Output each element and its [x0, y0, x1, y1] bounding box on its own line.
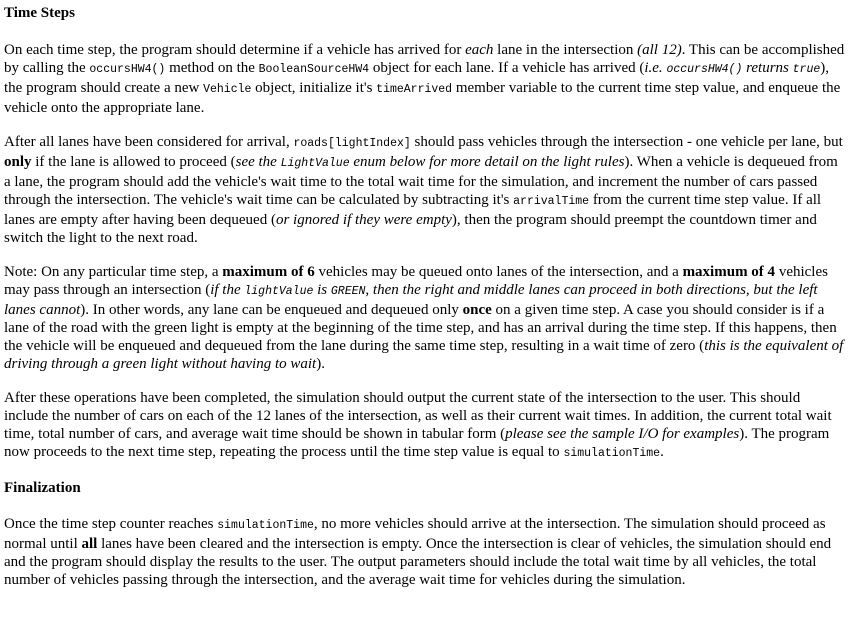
text: Once the time step counter reaches [4, 516, 218, 532]
text: . This can be accomplished by calling the [4, 42, 845, 76]
code-arrival-time: arrivalTime [513, 195, 590, 208]
code-true: true [792, 63, 821, 76]
text: Note: On any particular time step, a [4, 264, 223, 280]
code-roads-light-index: roads[lightIndex] [293, 137, 411, 150]
text: ), the program should create a new [4, 60, 829, 96]
code-light-value-enum: LightValue [280, 157, 350, 170]
text: ). In other words, any lane can be enqueued and dequeued only [80, 302, 463, 318]
text-emphasis: each [465, 42, 494, 58]
paragraph-dequeue [4, 133, 846, 247]
text: member variable to the current time step value, and enqueue the vehicle onto the appropriate lane. [4, 80, 841, 116]
code-occurs-method: occursHW4() [89, 63, 166, 76]
code-light-value: lightValue [244, 285, 314, 298]
text: After these operations have been completed, the simulation should output the current state of the intersection to the user. This should include the number of cars on each of the 12 lanes of the intersection, as well as their current wait times. In addition, the current total wait time, total number of cars, and average wait time should be shown in tabular form ( [4, 390, 832, 442]
text-emphasis: i.e. [644, 60, 663, 76]
text: should pass vehicles through the intersection - one vehicle per lane, but [410, 134, 843, 150]
text-emphasis: is [313, 282, 331, 298]
text: from the current time step value. If all lanes are empty after having been dequeued ( [4, 192, 822, 228]
paragraph-arrivals [4, 41, 846, 117]
code-time-arrived: timeArrived [376, 83, 453, 96]
paragraph-output [4, 389, 846, 463]
text-emphasis: see the [235, 154, 281, 170]
text: ), then the program should preempt the countdown timer and switch the light to the next road. [4, 212, 817, 246]
text-emphasis: or ignored if they were empty [275, 212, 452, 228]
text-emphasis: this is the equivalent of driving through a green light without having to wait [4, 338, 844, 372]
text: lane in the intersection [493, 42, 638, 58]
code-simulation-time: simulationTime [563, 447, 661, 460]
heading-finalization: Finalization [4, 480, 81, 496]
text: object for each lane. If a vehicle has arrived ( [369, 60, 645, 76]
text: After all lanes have been considered for arrival, [4, 134, 294, 150]
text-emphasis: enum below for more detail on the light rules [349, 154, 625, 170]
paragraph-finalization [4, 515, 846, 589]
text-emphasis: please see the sample I/O for examples [505, 426, 740, 442]
text-emphasis: if the [210, 282, 245, 298]
text-emphasis: returns [742, 60, 793, 76]
text: if the lane is allowed to proceed ( [31, 154, 236, 170]
text-bold: maximum of 6 [222, 264, 315, 280]
text: object, initialize it's [251, 80, 377, 96]
text-bold: maximum of 4 [682, 264, 776, 280]
text: On each time step, the program should determine if a vehicle has arrived for [4, 42, 466, 58]
text: ). The program now proceeds to the next time step, repeating the process until the time step value is equal to [4, 426, 830, 460]
text: vehicles may be queued onto lanes of the intersection, and a [314, 264, 683, 280]
heading-time-steps: Time Steps [4, 5, 75, 21]
text-emphasis: (all 12) [637, 42, 682, 58]
text: , no more vehicles should arrive at the intersection. The simulation should proceed as normal until [4, 516, 826, 552]
text: ). [316, 356, 325, 372]
code-occurs-method: occursHW4() [666, 63, 743, 76]
code-green: GREEN [330, 285, 366, 298]
paragraph-note [4, 263, 846, 373]
code-simulation-time: simulationTime [217, 519, 314, 532]
text-emphasis: , then the right and middle lanes can proceed in both directions, but the left lanes cannot [4, 282, 818, 318]
text-bold: once [462, 302, 492, 318]
text: . [660, 444, 664, 460]
text: ). When a vehicle is dequeued from a lane, the program should add the vehicle's wait time to the total wait time for the simulation, and increment the number of cars passed through the intersection. The vehicle's wait time can be calculated by subtracting it's [4, 154, 838, 208]
code-boolean-source-class: BooleanSourceHW4 [258, 63, 370, 76]
text: vehicles may pass through an intersection ( [4, 264, 828, 298]
text-bold: only [4, 154, 32, 170]
text: on a given time step. A case you should consider is if a lane of the road with the green light is empty at the beginning of the time step, and has an arrival during the time step. If this happens, then the vehicle will be enqueued and dequeued from the lane during the same time step, resulting in a wait time of zero ( [4, 302, 837, 354]
text: lanes have been cleared and the intersection is empty. Once the intersection is clear of vehicles, the simulation should end and the program should display the results to the user. The output parameters should include the total wait time by all vehicles, the total number of vehicles passing through the intersection, and the average wait time for vehicles during the simulation. [4, 536, 832, 588]
text-bold: all [81, 536, 98, 552]
text: method on the [165, 60, 259, 76]
code-vehicle-class: Vehicle [203, 83, 252, 96]
